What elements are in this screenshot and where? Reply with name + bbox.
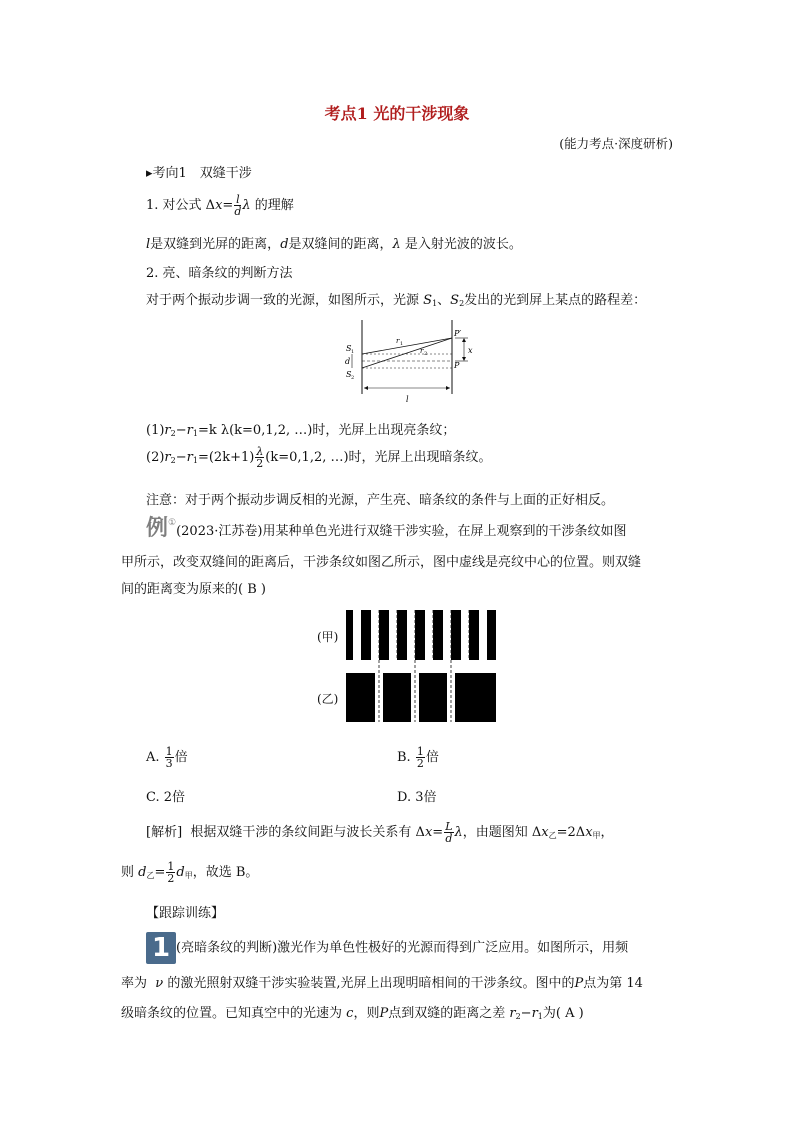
item2: 2. 亮、暗条纹的判断方法 (146, 266, 293, 281)
fraction: $\frac{\lambda}{2}$ (256, 445, 264, 470)
training-number-badge: 1 (146, 932, 176, 964)
fringe-figures (344, 609, 499, 724)
option-D[interactable]: D. 3倍 (397, 790, 437, 805)
section-heading: ▸考向1 双缝干涉 (146, 166, 252, 181)
note: 注意：对于两个振动步调反相的光源，产生亮、暗条纹的条件与上面的正好相反。 (146, 493, 615, 508)
follow-up-heading: 【跟踪训练】 (146, 906, 225, 921)
training-1-line1: 1 (亮暗条纹的判断)激光作为单色性极好的光源而得到广泛应用。如图所示，用频 (146, 932, 628, 964)
label-S1: S (346, 344, 352, 353)
label-P: P (454, 361, 460, 370)
svg-text:2: 2 (424, 351, 428, 357)
example-mark: 例 (146, 515, 169, 541)
double-slit-diagram (340, 316, 480, 408)
fraction: $\frac{l}{d}$ (234, 193, 242, 218)
example-line3: 间的距离变为原来的( B ) (121, 582, 266, 597)
condition-dark: $(2)r_2-r_1=(2k+1)$ $\frac{\lambda}{2}$ (k=0,1,2, …)时，光屏上出现暗条纹。 (146, 445, 492, 470)
condition-bright: $(1)r_2-r_1=k$ λ(k=0,1,2, …)时，光屏上出现亮条纹； (146, 423, 456, 438)
label-r1: r (396, 337, 400, 345)
svg-text:1: 1 (351, 349, 355, 355)
figure-label-yi: (乙) (317, 692, 339, 706)
page-subtitle: (能力考点·深度研析) (559, 136, 673, 151)
page-title: 考点1 光的干涉现象 (324, 104, 470, 123)
label-S2: S (346, 370, 352, 379)
svg-text:2: 2 (351, 375, 355, 381)
analysis-line1: [解析] 根据双缝干涉的条纹间距与波长关系有 Δx= $\frac{L}{d}$ λ，由题图知 $\Delta x_乙=2\Delta x_甲$， (146, 820, 614, 845)
definition-line: l是双缝到光屏的距离，d是双缝间的距离，λ 是入射光波的波长。 (146, 237, 522, 252)
label-l: l (406, 395, 409, 404)
option-C[interactable]: C. 2倍 (146, 790, 186, 805)
label-x: x (468, 346, 473, 355)
label-d: d (345, 357, 351, 366)
figure-label-jia: (甲) (317, 630, 339, 644)
svg-text:1: 1 (400, 341, 404, 347)
example-line2: 甲所示，改变双缝间的距离后，干涉条纹如图乙所示，图中虚线是亮纹中心的位置。则双缝 (121, 555, 642, 570)
example-block: 例①(2023·江苏卷)用某种单色光进行双缝干涉实验，在屏上观察到的干涉条纹如图 (146, 515, 627, 541)
option-A[interactable]: A. $\frac{1}{3}$ 倍 (146, 745, 188, 770)
option-B[interactable]: B. $\frac{1}{2}$ 倍 (397, 745, 439, 770)
training-1-line3: 级暗条纹的位置。已知真空中的光速为 c，则P点到双缝的距离之差 $r_2-r_1$为( A ) (121, 1006, 584, 1021)
analysis-line2: 则 $d_乙=$ $\frac{1}{2}$ $d_甲$，故选 B。 (121, 860, 259, 885)
training-1-line2: 率为 ν 的激光照射双缝干涉实验装置,光屏上出现明暗相间的干涉条纹。图中的P点为第 14 (121, 976, 643, 991)
label-r2: r (420, 347, 424, 355)
label-P-prime: P′ (454, 329, 462, 338)
paragraph-path-difference: 对于两个振动步调一致的光源，如图所示，光源 $S_1$、$S_2$发出的光到屏上某点的路程差： (146, 293, 647, 308)
item1: 1. 对公式 Δx= $\frac{l}{d}$ λ 的理解 (146, 193, 294, 218)
